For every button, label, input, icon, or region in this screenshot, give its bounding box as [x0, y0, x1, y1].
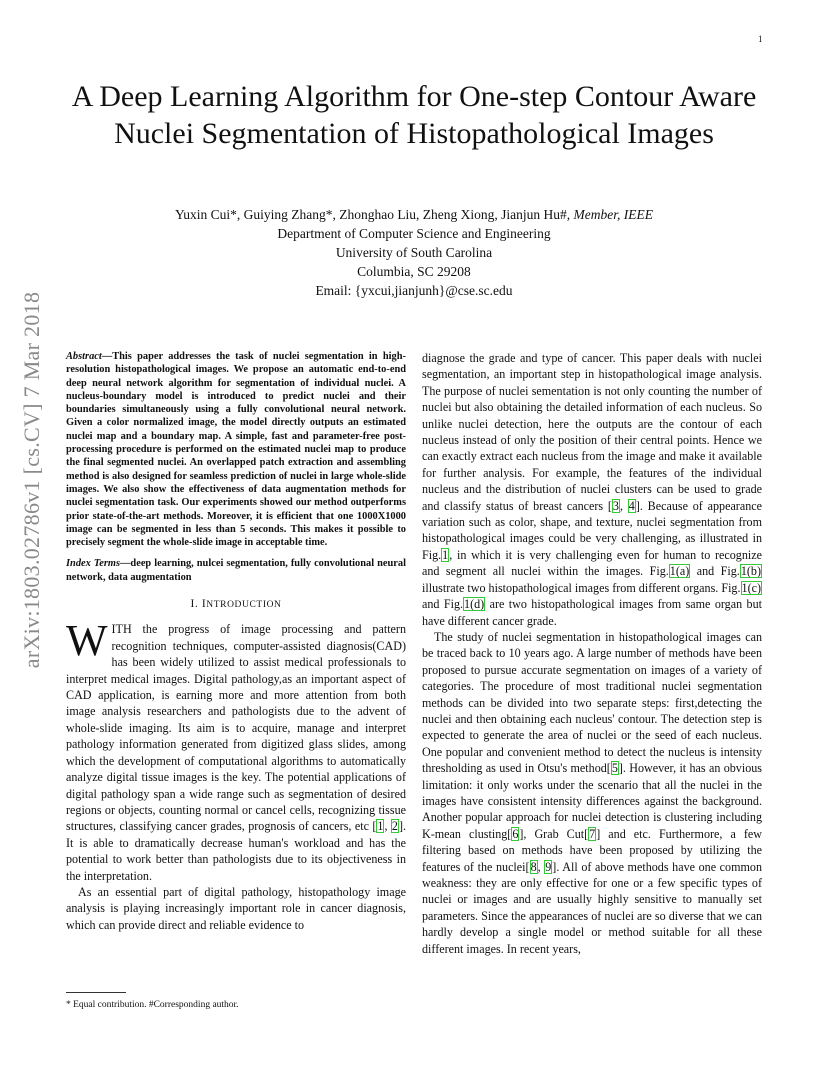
- text: ]. All of above methods have one common weakness: they are only effective for one or a few specific types of nuclei or images and are usually highly sensitive to manually set parameters. Since the appearances of nuclei are so diverse that we can hardly develop a single model or method suitable for all these different images. In recent years,: [422, 859, 762, 956]
- index-terms-lead: Index Terms: [66, 558, 121, 570]
- author-names: Yuxin Cui*, Guiying Zhang*, Zhonghao Liu, Zheng Xiong, Jianjun Hu#,: [174, 207, 571, 222]
- author-membership: Member, IEEE: [573, 207, 654, 222]
- right-paragraph-1: diagnose the grade and type of cancer. This paper deals with nuclei segmentation, an important step in histopathological image analysis. The purpose of nuclei sementation is not only counting the number of nuclei but also obtaining the detailed information of each nucleus. So unlike nuclei detection, here the outputs are the contour of each nucleus instead of only the position of their central points. Hence we can exactly extract each nucleus from the image and make it available for further analysis. For example, the features of the individual nucleus and the distribution of nuclei clusters can be used to grade and classify status of breast cancers [3, 4]. Because of appearance variation such as color, shape, and texture, nuclei segmentation from histopathological images could be very challenging, as illustrated in Fig.1, in which it is very challenging even for human to recognize and segment all nuclei within the images. Fig.1(a) and Fig.1(b) illustrate two histopathological images from different organs. Fig.1(c) and Fig.1(d) are two histopathological images from same organ but have different cancer grade.: [422, 351, 762, 628]
- text: illustrate two histopathological images from different organs. Fig.: [422, 580, 741, 595]
- text: The study of nuclei segmentation in histopathological images can be traced back to 10 years ago. A large number of methods have been proposed to pursue accurate segmentation on images of a variety of categories. The procedure of most traditional nuclei segmentation methods can be divided into two separate steps: first,detecting the nuclei and then obtaining each nucleus' contour. The detection step is expected to generate the area of nuclei or the seed of each nucleus. One popular and convenient method to detect the nucleus is intensity thresholding as used in Otsu's method[: [422, 629, 762, 776]
- index-terms-text: —deep learning, nulcei segmentation, fully convolutional neural network, data augmentation: [66, 558, 406, 583]
- citation-link[interactable]: 3: [612, 498, 619, 513]
- figure-link[interactable]: 1(a): [669, 564, 690, 579]
- text: , in which it is very challenging even for human to recognize and segment all nuclei within the images. Fig.: [422, 547, 762, 579]
- department: Department of Computer Science and Engineering: [277, 226, 551, 241]
- intro-text-b: . It is able to dramatically decrease human's workload and has the potential to work better than pathologists due to its objectiveness in the interpretation.: [66, 819, 406, 883]
- citation-link[interactable]: 8: [530, 859, 537, 874]
- citation-link[interactable]: 6: [512, 826, 519, 841]
- text: ], Grab Cut[: [519, 826, 589, 841]
- section-name: NTRODUCTION: [206, 600, 282, 611]
- figure-link[interactable]: 1(b): [740, 564, 761, 579]
- right-paragraph-2: The study of nuclei segmentation in histopathological images can be traced back to 10 years ago. A large number of methods have been proposed to pursue accurate segmentation on images of a variety of categories. The procedure of most traditional nuclei segmentation methods can be divided into two separate steps: first,detecting the nuclei and then obtaining each nucleus' contour. The detection step is expected to generate the area of nuclei or the seed of each nucleus. One popular and convenient method to detect the nucleus is intensity thresholding as used in Otsu's method[5]. However, it has an obvious limitation: it only works under the scenario that all the nuclei in the images have consistent intensity differences against the background. Another popular approach for nuclei detection is clustering including K-mean clusting[6], Grab Cut[7] and etc. Furthermore, a few filtering based on methods have been proposed by utilizing the features of the nuclei[8, 9]. All of above methods have one common weakness: they are only effective for one or a few specific types of nuclei or images and are usually highly sensitive to manually set parameters. Since the appearances of nuclei are so diverse that we can hardly develop a single model or method suitable for all these different images. In recent years,: [422, 629, 762, 956]
- figure-link[interactable]: 1(d): [464, 597, 485, 612]
- index-terms: [66, 557, 406, 584]
- figure-link[interactable]: 1: [442, 547, 449, 562]
- section-heading-introduction: [66, 596, 406, 613]
- university: University of South Carolina: [335, 245, 493, 260]
- author-block: [60, 205, 768, 300]
- footnote: * Equal contribution. #Corresponding author.: [66, 1000, 239, 1010]
- page-number: 1: [758, 34, 763, 44]
- paper-title: A Deep Learning Algorithm for One-step Contour Aware Nuclei Segmentation of Histopathological Images: [71, 80, 757, 150]
- citation-link[interactable]: 5: [611, 761, 618, 776]
- intro-text-a: ITH the progress of image processing and pattern recognition techniques, computer-assisted diagnosis(CAD) has been widely utilized to assist medical professionals to interpret medical images. Digital pathology,as an important aspect of CAD application, is earning more and more attention from both image analysis researchers and pathologists due to the advent of whole-slide imaging. Its aim is to acquire, manage and interpret pathology information generated from digitized glass slides, among which the development of computational algorithms to automatically analyze digital tissue images is the key. The potential applications of digital pathology span a wide range such as segmentation of desired regions or objects, counting normal or cancel cells, recognizing tissue structures, classifying cancer grades, prognosis of cancers, etc: [66, 622, 406, 834]
- figure-link[interactable]: 1(c): [741, 580, 761, 595]
- citation-link[interactable]: 2: [391, 819, 398, 834]
- text: ] and etc. Furthermore, a few filtering based on methods have been proposed by utilizing the features of the nuclei[: [422, 826, 762, 874]
- text: ]. However, it has an obvious limitation: it only works under the scenario that all the nuclei in the images have consistent intensity differences against the background. Another popular approach for nuclei detection is clustering including K-mean clusting[: [422, 761, 762, 841]
- citation-link[interactable]: 7: [589, 826, 596, 841]
- abstract-lead: Abstract: [66, 351, 102, 362]
- email: Email: {yxcui,jianjunh}@cse.sc.edu: [315, 283, 513, 298]
- right-column: [422, 350, 762, 957]
- citation-link[interactable]: 9: [545, 859, 552, 874]
- citation-link[interactable]: 1: [377, 819, 384, 834]
- dropcap: W: [66, 616, 108, 666]
- abstract: [66, 350, 406, 549]
- text: diagnose the grade and type of cancer. This paper deals with nuclei segmentation, an important step in histopathological image analysis. The purpose of nuclei sementation is not only counting the number of nuclei but also obtaining the detailed information of each nucleus. So unlike nuclei detection, here the outputs are the contour of each nucleus instead of only the position of their central points. Hence we can exactly extract each nucleus from the image and make it available for further analysis. For example, the features of the individual nucleus and the distribution of nuclei clusters can be used to grade and classify status of breast cancers [: [422, 351, 762, 513]
- footnote-rule: [66, 992, 126, 993]
- text: ]. Because of appearance variation such as color, shape, and texture, nuclei segmentation from histopathological images could be very challenging, as illustrated in Fig.: [422, 498, 762, 562]
- intro-paragraph-2: As an essential part of digital pathology, histopathology image analysis is playing increasingly important role in cancer diagnosis, which can provide direct and reliable evidence to: [66, 884, 406, 932]
- city: Columbia, SC 29208: [357, 264, 471, 279]
- text: and Fig.: [422, 597, 464, 612]
- text: and Fig.: [690, 564, 740, 579]
- citation-link[interactable]: 4: [628, 498, 635, 513]
- author-names-line: [60, 205, 768, 224]
- intro-paragraph-1: WITH the progress of image processing and pattern recognition techniques, computer-assisted diagnosis(CAD) has been widely utilized to assist medical professionals to interpret medical images. Digital pathology,as an important aspect of CAD application, is earning more and more attention from both image analysis researchers and pathologists due to the advent of whole-slide imaging. Its aim is to acquire, manage and interpret pathology information generated from digitized glass slides, among which the development of computational algorithms to automatically analyze digital tissue images is the key. The potential applications of digital pathology span a wide range such as segmentation of desired regions or objects, counting normal or cancel cells, recognizing tissue structures, classifying cancer grades, prognosis of cancers, etc [1, 2]. It is able to dramatically decrease human's workload and has the potential to work better than pathologists due to its objectiveness in the interpretation.: [66, 616, 406, 883]
- text: are two histopathological images from same organ but have different cancer grade.: [422, 597, 762, 628]
- arxiv-identifier[interactable]: arXiv:1803.02786v1 [cs.CV] 7 Mar 2018: [19, 291, 44, 669]
- section-numeral: I. I: [190, 598, 207, 611]
- left-column: [66, 350, 406, 933]
- abstract-text: —This paper addresses the task of nuclei segmentation in high-resolution histopathological images. We propose an automatic end-to-end deep neural network algorithm for segmentation of individual nuclei. A nucleus-boundary model is introduced to predict nuclei and their boundaries simultaneously using a fully convolutional neural network. Given a color normalized image, the model directly outputs an estimated nuclei map and a boundary map. A simple, fast and parameter-free post-processing procedure is performed on the estimated nuclei map to produce the final segmented nuclei. An overlapped patch extraction and assembling method is also designed for seamless prediction of nuclei in large whole-slide images. We also show the effectiveness of data augmentation methods for nuclei segmentation task. Our experiments showed our method outperforms prior state-of-the-art methods. Moreover, it is efficient that one 1000X1000 image can be segmented in less than 5 seconds. This makes it possible to precisely segment the whole-slide image in acceptable time.: [66, 351, 406, 549]
